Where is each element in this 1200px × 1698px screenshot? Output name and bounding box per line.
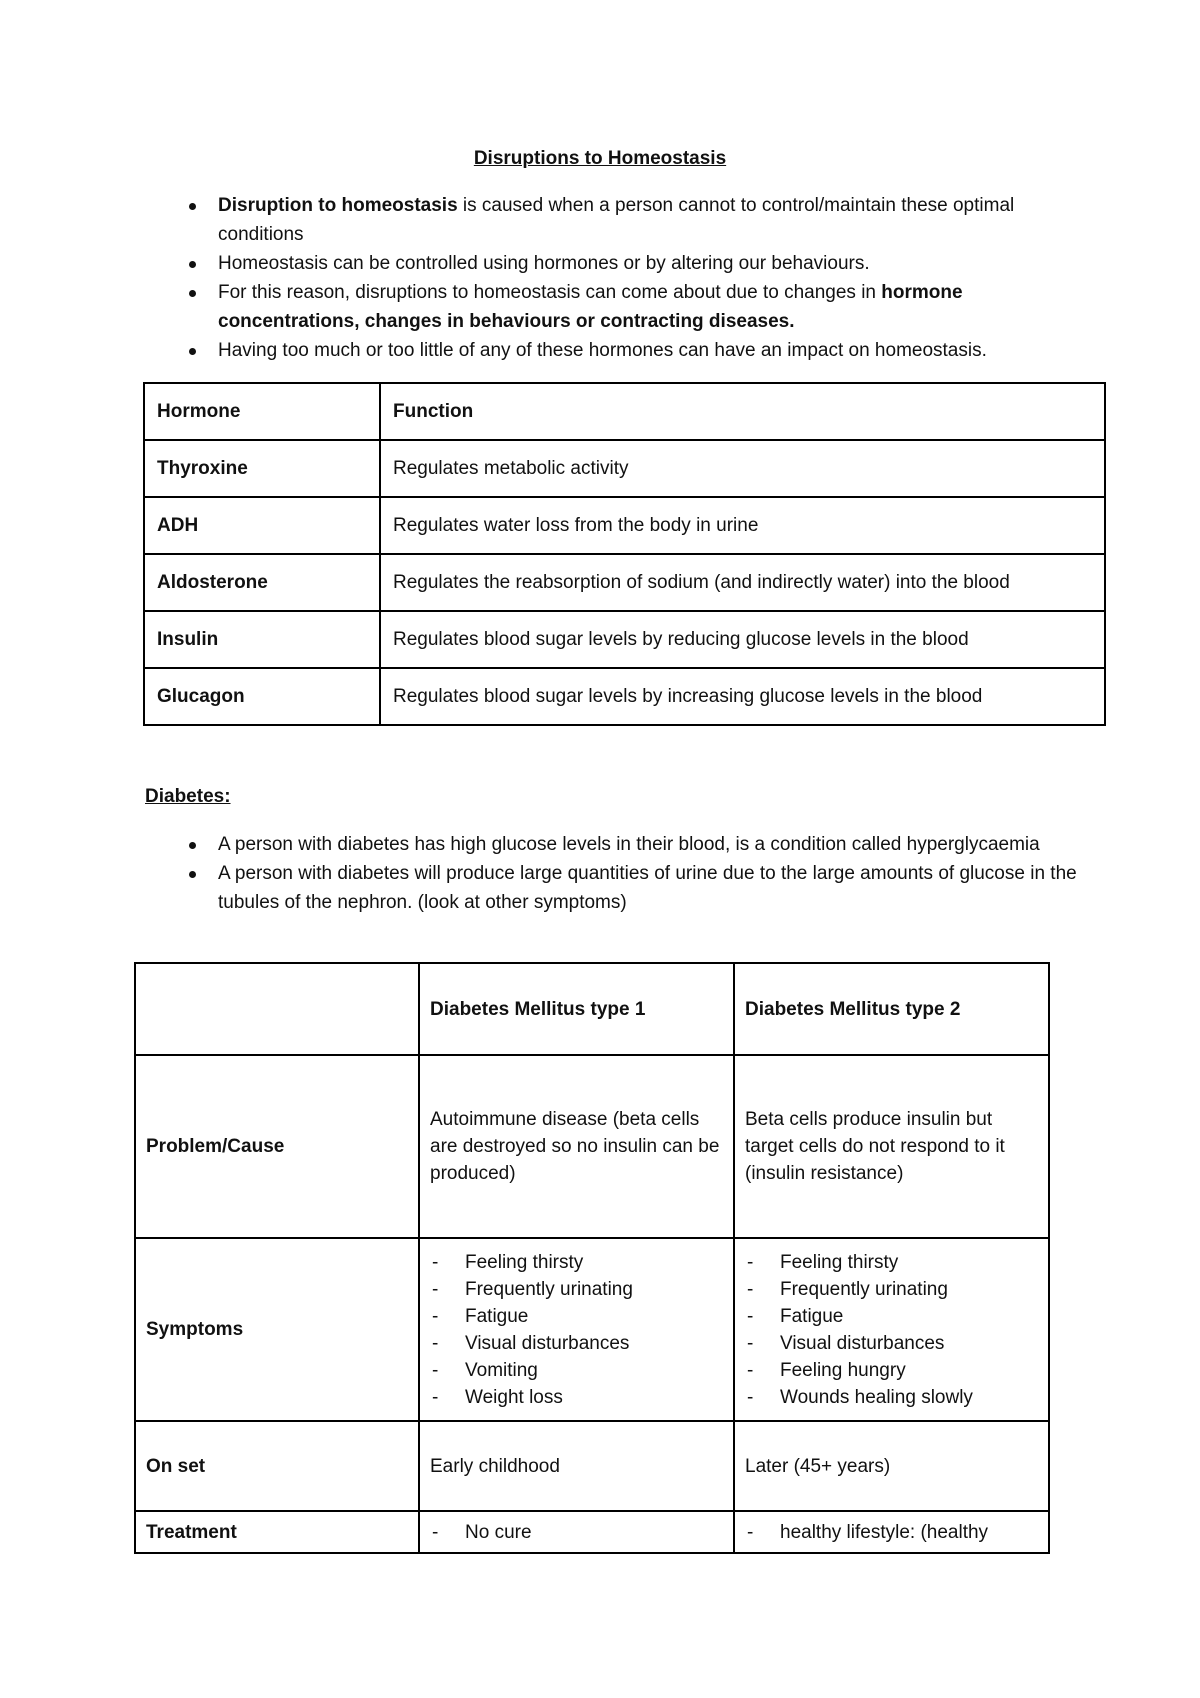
hormone-function: Regulates water loss from the body in urine bbox=[380, 497, 1105, 554]
list-item: - Frequently urinating bbox=[430, 1276, 723, 1303]
row-label-onset: On set bbox=[135, 1421, 419, 1511]
column-header-hormone: Hormone bbox=[144, 383, 380, 440]
onset-type1: Early childhood bbox=[419, 1421, 734, 1511]
list-item: - Weight loss bbox=[430, 1384, 723, 1411]
bullet-icon bbox=[189, 348, 196, 355]
hormone-function: Regulates the reabsorption of sodium (and indirectly water) into the blood bbox=[380, 554, 1105, 611]
bullet-icon bbox=[189, 871, 196, 878]
page-title: Disruptions to Homeostasis bbox=[473, 148, 727, 169]
diabetes-comparison-table bbox=[134, 962, 1050, 1554]
onset-type2: Later (45+ years) bbox=[734, 1421, 1049, 1511]
hormone-name: Aldosterone bbox=[144, 554, 380, 611]
column-header-function: Function bbox=[380, 383, 1105, 440]
list-item: Homeostasis can be controlled using hormones or by altering our behaviours. bbox=[218, 249, 1078, 278]
list-item: - Fatigue bbox=[745, 1303, 1038, 1330]
hormone-name: Thyroxine bbox=[144, 440, 380, 497]
symptoms-type1 bbox=[419, 1238, 734, 1421]
table-row bbox=[135, 1055, 1049, 1238]
table-row bbox=[144, 440, 1105, 497]
table-row bbox=[144, 554, 1105, 611]
table-row bbox=[135, 1421, 1049, 1511]
list-item: - Visual disturbances bbox=[430, 1330, 723, 1357]
bullet-icon bbox=[189, 290, 196, 297]
hormone-name: Insulin bbox=[144, 611, 380, 668]
hormone-name: ADH bbox=[144, 497, 380, 554]
table-row bbox=[144, 668, 1105, 725]
intro-bullet-list bbox=[218, 191, 1078, 365]
bullet-icon bbox=[189, 842, 196, 849]
list-item: For this reason, disruptions to homeostasis can come about due to changes in hormone concentrations, changes in behaviours or contracting diseases. bbox=[218, 278, 1078, 336]
list-item: Disruption to homeostasis is caused when a person cannot to control/maintain these optimal conditions bbox=[218, 191, 1078, 249]
column-header-type1: Diabetes Mellitus type 1 bbox=[419, 963, 734, 1055]
row-label-symptoms: Symptoms bbox=[135, 1238, 419, 1421]
table-row bbox=[144, 611, 1105, 668]
hormone-table bbox=[143, 382, 1106, 726]
treatment-type1 bbox=[419, 1511, 734, 1553]
list-item: - Wounds healing slowly bbox=[745, 1384, 1038, 1411]
table-header-row bbox=[144, 383, 1105, 440]
list-item: A person with diabetes will produce large quantities of urine due to the large amounts of glucose in the tubules of the nephron. (look at other symptoms) bbox=[218, 859, 1078, 917]
hormone-name: Glucagon bbox=[144, 668, 380, 725]
list-item: - Vomiting bbox=[430, 1357, 723, 1384]
bullet-icon bbox=[189, 261, 196, 268]
blank-header-cell bbox=[135, 963, 419, 1055]
symptoms-type2 bbox=[734, 1238, 1049, 1421]
list-item: - Feeling thirsty bbox=[745, 1249, 1038, 1276]
list-item: - Visual disturbances bbox=[745, 1330, 1038, 1357]
list-item: - Fatigue bbox=[430, 1303, 723, 1330]
treatment-type2 bbox=[734, 1511, 1049, 1553]
table-header-row bbox=[135, 963, 1049, 1055]
list-item: - Feeling hungry bbox=[745, 1357, 1038, 1384]
column-header-type2: Diabetes Mellitus type 2 bbox=[734, 963, 1049, 1055]
diabetes-bullet-list bbox=[218, 830, 1078, 917]
table-row bbox=[144, 497, 1105, 554]
table-row bbox=[135, 1238, 1049, 1421]
list-item: - Feeling thirsty bbox=[430, 1249, 723, 1276]
bullet-icon bbox=[189, 203, 196, 210]
row-label-cause: Problem/Cause bbox=[135, 1055, 419, 1238]
list-item: - healthy lifestyle: (healthy bbox=[745, 1519, 1038, 1546]
cause-type2: Beta cells produce insulin but target cells do not respond to it (insulin resistance) bbox=[734, 1055, 1049, 1238]
hormone-function: Regulates blood sugar levels by increasing glucose levels in the blood bbox=[380, 668, 1105, 725]
row-label-treatment: Treatment bbox=[135, 1511, 419, 1553]
cause-type1: Autoimmune disease (beta cells are destroyed so no insulin can be produced) bbox=[419, 1055, 734, 1238]
list-item: - Frequently urinating bbox=[745, 1276, 1038, 1303]
table-row bbox=[135, 1511, 1049, 1553]
list-item: A person with diabetes has high glucose levels in their blood, is a condition called hyperglycaemia bbox=[218, 830, 1078, 859]
hormone-function: Regulates metabolic activity bbox=[380, 440, 1105, 497]
diabetes-heading: Diabetes: bbox=[145, 786, 231, 807]
list-item: Having too much or too little of any of these hormones can have an impact on homeostasis. bbox=[218, 336, 1078, 365]
list-item: - No cure bbox=[430, 1519, 723, 1546]
hormone-function: Regulates blood sugar levels by reducing glucose levels in the blood bbox=[380, 611, 1105, 668]
